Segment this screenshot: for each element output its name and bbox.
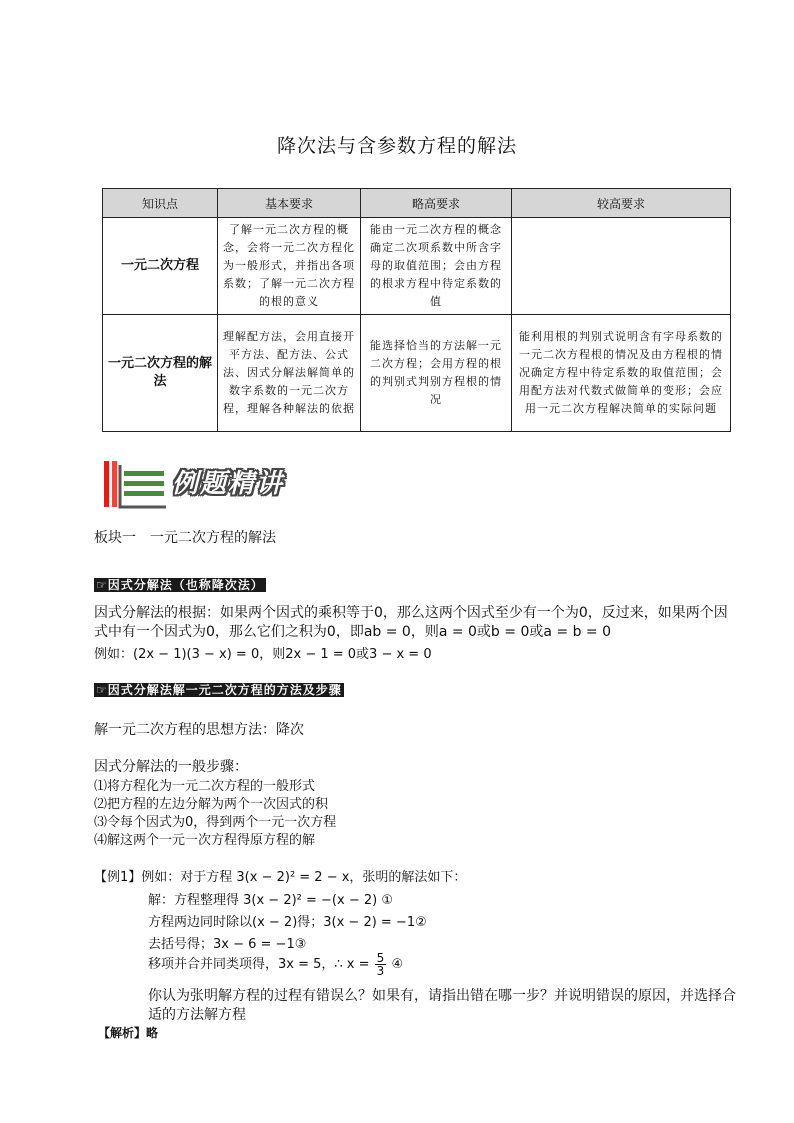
table-row <box>103 315 731 432</box>
table-header: 较高要求 <box>512 189 731 218</box>
analysis-label: 【解析】略 <box>98 1026 159 1040</box>
table-header-row <box>103 189 731 218</box>
section-title: 板块一 一元二次方程的解法 <box>94 530 276 546</box>
step-item: ⑶令每个因式为0，得到两个一元一次方程 <box>94 815 337 830</box>
banner-title: 例题精讲 <box>172 469 285 499</box>
table-header: 基本要求 <box>218 189 361 218</box>
solution-line: 移项并合并同类项得，3x = 5，∴ x = $\frac{5}{3}$ ④ <box>148 951 404 978</box>
solution-line: 方程两边同时除以(x − 2)得；3(x − 2) = −1② <box>148 915 427 930</box>
step-item: ⑷解这两个一元一次方程得原方程的解 <box>94 833 316 848</box>
basis-text: 因式分解法的根据：如果两个因式的乘积等于0，那么这两个因式至少有一个为0，反过来，如果两个因 式中有一个因式为0，那么它们之积为0，即ab = 0，则a = 0或b = 0或a = b = 0 <box>94 605 728 640</box>
subheading-factorization: ☞因式分解法（也称降次法） <box>96 578 264 592</box>
table-cell-topic: 一元二次方程 <box>103 218 218 315</box>
table-header: 略高要求 <box>361 189 512 218</box>
table-cell <box>512 218 731 315</box>
table-cell: 理解配方法，会用直接开平方法、配方法、公式法、因式分解法解简单的数字系数的一元二次方程，理解各种解法的依据 <box>218 315 361 432</box>
steps-title: 因式分解法的一般步骤： <box>94 759 248 775</box>
page-title: 降次法与含参数方程的解法 <box>276 135 517 157</box>
example-line: 例如：(2x − 1)(3 − x) = 0，则2x − 1 = 0或3 − x = 0 <box>94 647 432 662</box>
table-cell: 能由一元二次方程的概念确定二次项系数中所含字母的取值范围；会由方程的根求方程中待定系数的值 <box>361 218 512 315</box>
example-banner <box>100 457 300 509</box>
question-text: 你认为张明解方程的过程有错误么？如果有，请指出错在哪一步？并说明错误的原因，并选择合 适的方法解方程 <box>148 988 736 1023</box>
idea-text: 解一元二次方程的思想方法：降次 <box>94 722 304 738</box>
table-row <box>103 218 731 315</box>
books-icon <box>100 457 170 509</box>
step-item: ⑵把方程的左边分解为两个一次因式的积 <box>94 797 329 812</box>
table-cell: 能选择恰当的方法解一元二次方程；会用方程的根的判别式判别方程根的情况 <box>361 315 512 432</box>
requirements-table <box>102 188 731 432</box>
solution-line: 解：方程整理得 3(x − 2)² = −(x − 2) ① <box>148 893 393 908</box>
solution-line: 去括号得；3x − 6 = −1③ <box>148 937 307 952</box>
fraction: $\frac{5}{3}$ <box>376 951 385 978</box>
example1-head: 【例1】例如：对于方程 3(x − 2)² = 2 − x，张明的解法如下： <box>94 870 467 885</box>
subheading-steps: ☞因式分解法解一元二次方程的方法及步骤 <box>96 683 342 697</box>
table-cell-topic: 一元二次方程的解法 <box>103 315 218 432</box>
table-header: 知识点 <box>103 189 218 218</box>
table-cell: 能利用根的判别式说明含有字母系数的一元二次方程根的情况及由方程根的情况确定方程中待定系数的取值范围；会用配方法对代数式做简单的变形；会应用一元二次方程解决简单的实际问题 <box>512 315 731 432</box>
table-cell: 了解一元二次方程的概念，会将一元二次方程化为一般形式，并指出各项系数；了解一元二次方程的根的意义 <box>218 218 361 315</box>
step-item: ⑴将方程化为一元二次方程的一般形式 <box>94 779 316 794</box>
